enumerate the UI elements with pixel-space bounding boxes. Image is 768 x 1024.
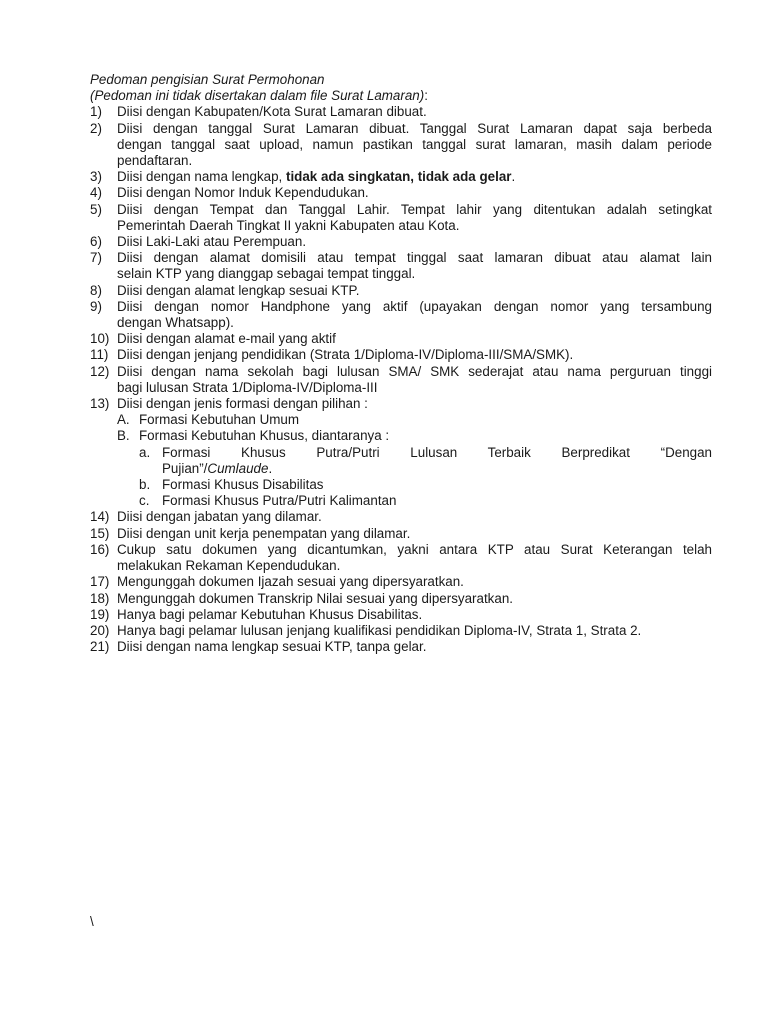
list-item-1 [90, 104, 712, 120]
option-letter: A. [117, 412, 130, 428]
list-item-7 [90, 250, 712, 282]
list-item-17 [90, 574, 712, 590]
item-text [117, 299, 712, 331]
item-text: Hanya bagi pelamar lulusan jenjang kualifikasi pendidikan Diploma-IV, Strata 1, Strata 2. [117, 622, 642, 638]
item-number: 3) [90, 169, 102, 185]
stray-backslash-mark: \ [90, 914, 94, 929]
item-text: Diisi dengan Nomor Induk Kependudukan. [117, 185, 369, 201]
item-text: Hanya bagi pelamar Kebutuhan Khusus Disabilitas. [117, 606, 423, 622]
item-number: 13) [90, 396, 110, 412]
formasi-suboption-b [90, 477, 712, 493]
list-item-13 [90, 396, 712, 412]
item-number: 1) [90, 104, 102, 120]
list-item-9 [90, 299, 712, 331]
suboption-line [162, 461, 712, 477]
item-line: Diisi dengan nama sekolah bagi lulusan SMA/ SMK sederajat atau nama perguruan tinggi [117, 363, 712, 379]
item-text: Diisi dengan unit kerja penempatan yang dilamar. [117, 525, 411, 541]
list-item-20 [90, 623, 712, 639]
item-text: Mengunggah dokumen Transkrip Nilai sesuai yang dipersyaratkan. [117, 590, 513, 606]
item-text [117, 364, 712, 396]
list-item-4 [90, 185, 712, 201]
item-line: Diisi dengan nomor Handphone yang aktif (upayakan dengan nomor yang tersambung [117, 298, 712, 314]
item-text: Diisi dengan nama lengkap sesuai KTP, tanpa gelar. [117, 639, 427, 655]
item-number: 8) [90, 282, 102, 298]
item-line: Diisi dengan tanggal Surat Lamaran dibuat. Tanggal Surat Lamaran dapat saja berbeda [117, 120, 712, 136]
item-line: selain KTP yang dianggap sebagai tempat tinggal. [117, 266, 416, 282]
list-item-8 [90, 283, 712, 299]
suboption-letter: b. [139, 477, 151, 493]
document-subtitle [90, 88, 712, 104]
list-item-10 [90, 331, 712, 347]
suboption-letter: a. [139, 444, 151, 460]
list-item-3 [90, 169, 712, 185]
list-item-14 [90, 509, 712, 525]
suboption-text: Formasi Khusus Disabilitas [162, 477, 324, 493]
item-text: Diisi dengan jabatan yang dilamar. [117, 509, 322, 525]
item-number: 7) [90, 250, 102, 266]
subtitle-text: (Pedoman ini tidak disertakan dalam file Surat Lamaran) [90, 88, 425, 104]
list-item-6 [90, 234, 712, 250]
item-text: Mengunggah dokumen Ijazah sesuai yang dipersyaratkan. [117, 574, 464, 590]
formasi-option-a-upper [90, 412, 712, 428]
item-text-bold: tidak ada singkatan, tidak ada gelar [285, 169, 512, 185]
item-line: Diisi dengan Tempat dan Tanggal Lahir. Tempat lahir yang ditentukan adalah setingkat [117, 201, 712, 217]
list-item-5 [90, 202, 712, 234]
item-number: 4) [90, 185, 102, 201]
item-text [117, 202, 712, 234]
item-text-post: . [511, 169, 516, 185]
item-line: Pemerintah Daerah Tingkat II yakni Kabupaten atau Kota. [117, 217, 460, 233]
item-number: 17) [90, 574, 110, 590]
item-text: Diisi dengan jenis formasi dengan pilihan : [117, 396, 368, 412]
subtitle-colon: : [424, 88, 428, 104]
list-item-16 [90, 542, 712, 574]
list-item-19 [90, 607, 712, 623]
suboption-line2-pre: Pujian”/ [162, 460, 208, 476]
item-number: 2) [90, 120, 102, 136]
option-letter: B. [117, 428, 130, 444]
item-line: dengan Whatsapp). [117, 315, 234, 331]
item-text [117, 250, 712, 282]
suboption-text: Formasi Khusus Putra/Putri Kalimantan [162, 493, 397, 509]
item-text [117, 121, 712, 170]
item-number: 20) [90, 622, 110, 638]
list-item-21 [90, 639, 712, 655]
item-number: 21) [90, 639, 110, 655]
item-text: Diisi dengan Kabupaten/Kota Surat Lamaran dibuat. [117, 104, 427, 120]
document-title: Pedoman pengisian Surat Permohonan [90, 72, 325, 87]
item-text-pre: Diisi dengan nama lengkap, [117, 169, 286, 185]
item-number: 6) [90, 234, 102, 250]
item-number: 16) [90, 541, 110, 557]
option-text: Formasi Kebutuhan Umum [139, 412, 300, 428]
list-item-12 [90, 364, 712, 396]
suboption-letter: c. [139, 493, 150, 509]
item-line: melakukan Rekaman Kependudukan. [117, 558, 341, 574]
guideline-content [90, 72, 712, 655]
list-item-11 [90, 347, 712, 363]
formasi-option-b-upper [90, 428, 712, 444]
item-text: Diisi dengan alamat e-mail yang aktif [117, 331, 336, 347]
item-text: Diisi Laki-Laki atau Perempuan. [117, 234, 307, 250]
option-text: Formasi Kebutuhan Khusus, diantaranya : [139, 428, 390, 444]
list-item-15 [90, 526, 712, 542]
suboption-line: Formasi Khusus Putra/Putri Lulusan Terbaik Berpredikat “Dengan [162, 444, 712, 460]
item-number: 19) [90, 606, 110, 622]
formasi-suboption-c [90, 493, 712, 509]
item-number: 10) [90, 331, 110, 347]
item-number: 5) [90, 201, 102, 217]
suboption-line2-post: . [268, 460, 273, 476]
item-line: dengan tanggal saat upload, namun pastikan tanggal surat lamaran, masih dalam periode [117, 136, 712, 152]
item-number: 12) [90, 363, 110, 379]
item-line: Diisi dengan alamat domisili atau tempat tinggal saat lamaran dibuat atau alamat lain [117, 250, 712, 266]
item-number: 11) [90, 347, 109, 363]
item-text: Diisi dengan alamat lengkap sesuai KTP. [117, 282, 360, 298]
item-line: Cukup satu dokumen yang dicantumkan, yakni antara KTP atau Surat Keterangan telah [117, 541, 712, 557]
item-text [117, 169, 712, 185]
item-line: bagi lulusan Strata 1/Diploma-IV/Diploma-III [117, 379, 378, 395]
item-text [117, 542, 712, 574]
item-number: 18) [90, 590, 110, 606]
item-number: 14) [90, 509, 110, 525]
suboption-text [162, 445, 712, 477]
suboption-line2-italic: Cumlaude [207, 460, 269, 476]
list-item-18 [90, 591, 712, 607]
item-text: Diisi dengan jenjang pendidikan (Strata 1/Diploma-IV/Diploma-III/SMA/SMK). [117, 347, 574, 363]
item-number: 15) [90, 525, 110, 541]
item-number: 9) [90, 298, 102, 314]
formasi-suboption-a [90, 445, 712, 477]
item-line: pendaftaran. [117, 153, 193, 169]
list-item-2 [90, 121, 712, 170]
